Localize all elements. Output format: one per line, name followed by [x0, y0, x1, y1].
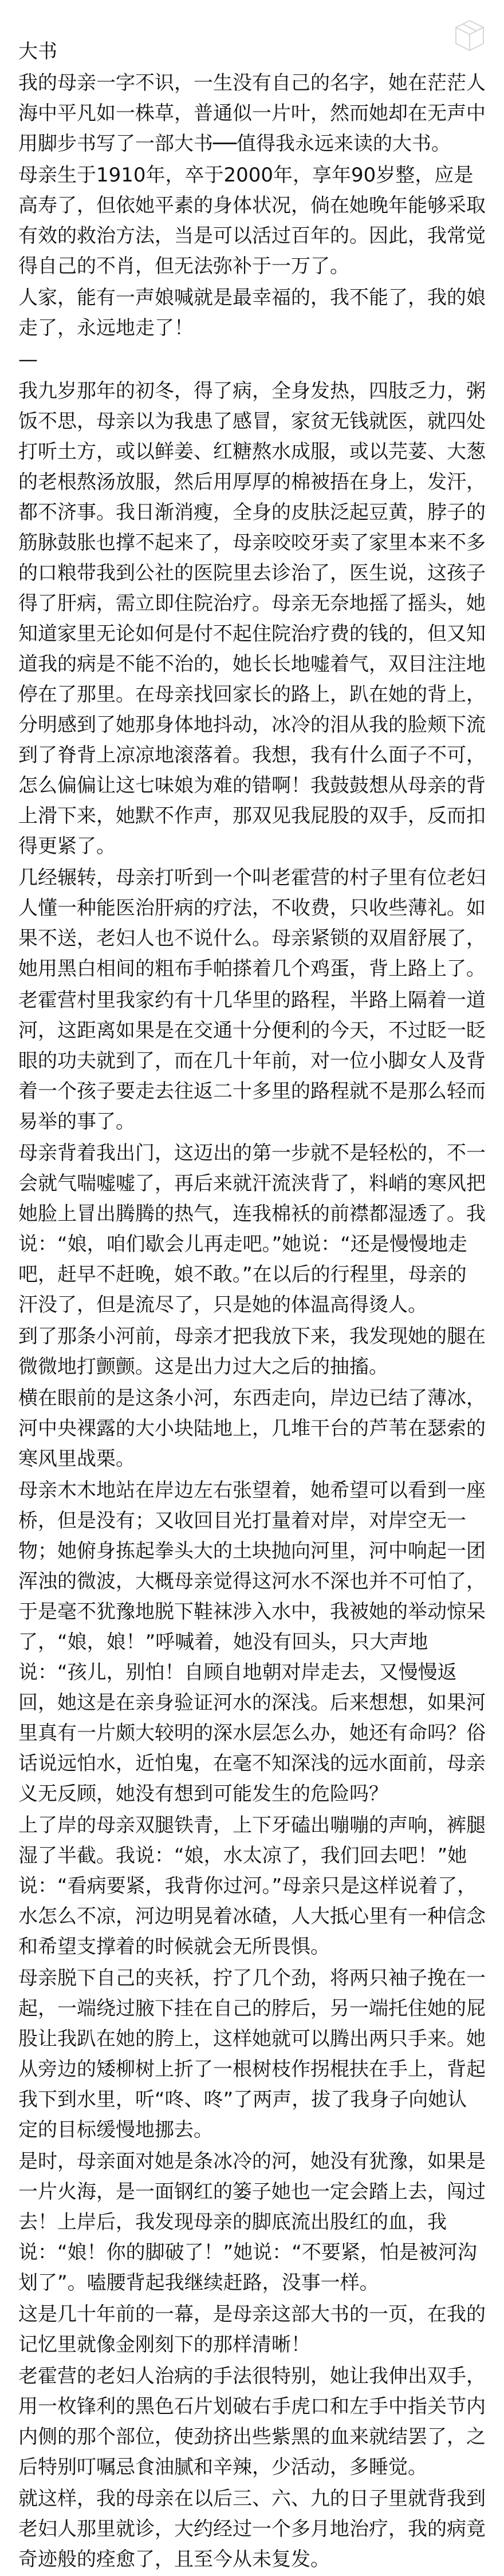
- paragraph: 几经辗转，母亲打听到一个叫老霍营的村子里有位老妇人懂一种能医治肝病的疗法，不收费，只收些薄礼。如果不送，老妇人也不说什么。母亲紧锁的双眉舒展了，她用黑白相间的粗布手帕搽着几个鸡蛋，背上路上了。: [18, 866, 486, 980]
- article-body: [18, 37, 486, 2576]
- paragraph: 母亲背着我出门，这迈出的第一步就不是轻松的，不一会就气喘嘘嘘了，再后来就汗流浃背了，料峭的寒风把她脸上冒出腾腾的热气，连我棉袄的前襟都湿透了。我说：“娘，咱们歇会儿再走吧。”她说：“还是慢慢地走吧，赶早不赶晚，娘不敢。”在以后的行程里，母亲的汗没了，但是流尽了，只是她的体温高得烫人。: [18, 1142, 486, 1316]
- paragraph: 母亲脱下自己的夹袄，拧了几个劲，将两只袖子挽在一起，一端绕过腋下挂在自己的脖后，另一端托住她的屁股让我趴在她的胯上，这样她就可以腾出两只手来。她从旁边的矮柳树上折了一根树枝作拐棍扶在手上，背起我下到水里，听“咚、咚”了两声，拔了我身子向她认定的目标缓慢地挪去。: [18, 1967, 486, 2141]
- article-title: 大书: [18, 40, 57, 63]
- paragraph: 老霍营村里我家约有十几华里的路程，半路上隔着一道河，这距离如果是在交通十分便利的今天，不过眨一眨眼的功夫就到了，而在几十年前，对一位小脚女人及背着一个孩子要走去往返二十多里的路程就不是那么轻而易举的事了。: [18, 989, 486, 1133]
- paragraph: 我九岁那年的初冬，得了病，全身发热，四肢乏力，粥饭不思，母亲以为我患了感冒，家贫无钱就医，就四处打听土方，或以鲜姜、红糖熬水成服，或以芫荽、大葱的老根熬汤放服，然后用厚厚的棉被捂在身上，发汗，都不济事。我日渐消瘦，全身的皮肤泛起豆黄，脖子的筋脉鼓胀也撑不起来了，母亲咬咬牙卖了家里本来不多的口粮带我到公社的医院里去诊治了，医生说，这孩子得了肝病，需立即住院治疗。母亲无奈地摇了摇头，她知道家里无论如何是付不起住院治疗费的钱的，但又知道我的病是不能不治的，她长长地嘘着气，双目注注地停在了那里。在母亲找回家长的路上，趴在她的背上，分明感到了她那身体地抖动，冰冷的泪从我的脸颊下流到了脊背上凉凉地滚落着。我想，我有什么面子不可，怎么偏偏让这七味娘为难的错啊！我鼓鼓想从母亲的背上滑下来，她默不作声，那双见我屁股的双手，反而扣得更紧了。: [18, 380, 486, 858]
- paragraph: 是时，母亲面对她是条冰冷的河，她没有犹豫，如果是一片火海，是一面钢红的篓子她也一定会踏上去，闯过去！上岸后，我发现母亲的脚底流出股红的血，我说：“娘！你的脚破了！”她说：“不要紧，怕是被河沟划了”。嗑腰背起我继续赶路，没事一样。: [18, 2150, 486, 2294]
- paragraph: 母亲木木地站在岸边左右张望着，她希望可以看到一座桥，但是没有；又收回目光打量着对岸，对岸空无一物；她俯身拣起拳头大的土块抛向河里，河中响起一团浑浊的微波，大概母亲觉得这河水不深也并不可怕了，于是毫不犹豫地脱下鞋袜涉入水中，我被她的举动惊呆了，“娘，娘！”呼喊着，她没有回头，只大声地说：“孩儿，别怕！自顾自地朝对岸走去，又慢慢返回，她这是在亲身验证河水的深浅。后来想想，如果河里真有一片颇大较明的深水层怎么办，她还有命吗？俗话说远怕水，近怕鬼，在毫不知深浅的远水面前，母亲义无反顾，她没有想到可能发生的危险吗？: [18, 1479, 486, 1805]
- paragraph: 我的母亲一字不识，一生没有自己的名字，她在茫茫人海中平凡如一株草，普通似一片叶，然而她却在无声中用脚步书写了一部大书──值得我永远来读的大书。: [18, 72, 486, 155]
- paragraph: 横在眼前的是这条小河，东西走向，岸边已结了薄冰，河中央裸露的大小块陆地上，几堆干台的芦苇在瑟索的寒风里战栗。: [18, 1387, 486, 1470]
- paragraph: 母亲生于1910年，卒于2000年，享年90岁整，应是高寿了，但依她平素的身体状况，倘在她晚年能够采取有效的救治方法，当是可以活过百年的。因此，我常觉得自己的不肖，但无法弥补于一万了。: [18, 164, 486, 278]
- paragraph: 人家，能有一声娘喊就是最幸福的，我不能了，我的娘走了，永远地走了！: [18, 286, 486, 340]
- paragraph: 到了那条小河前，母亲才把我放下来，我发现她的腿在微微地打颤颤。这是出力过大之后的抽搐。: [18, 1325, 486, 1378]
- section-divider: —: [18, 348, 38, 371]
- paragraph: 就这样，我的母亲在以后三、六、九的日子里就背我到老妇人那里就诊，大约经过一个多月地治疗，我的病竟奇迹般的痊愈了，且至今从未复发。: [18, 2487, 486, 2571]
- paragraph: 这是几十年前的一幕，是母亲这部大书的一页，在我的记忆里就像金刚刻下的那样清晰！: [18, 2303, 486, 2356]
- paragraph: 老霍营的老妇人治病的手法很特别，她让我伸出双手，用一枚锋利的黑色石片划破右手虎口和左手中指关节内内侧的那个部位，使劲挤出些紫黑的血来就结罢了，之后特别叮嘱忌食油腻和辛辣，少活动，多睡觉。: [18, 2365, 486, 2479]
- paragraph: 上了岸的母亲双腿铁青，上下牙磕出嘣嘣的声响，裤腿湿了半截。我说：“娘，水太凉了，我们回去吧！”她说：“看病要紧，我背你过河。”母亲只是这样说着了，水怎么不凉，河边明晃着冰碴，人大抵心里有一种信念和希望支撑着的时候就会无所畏惧。: [18, 1814, 486, 1958]
